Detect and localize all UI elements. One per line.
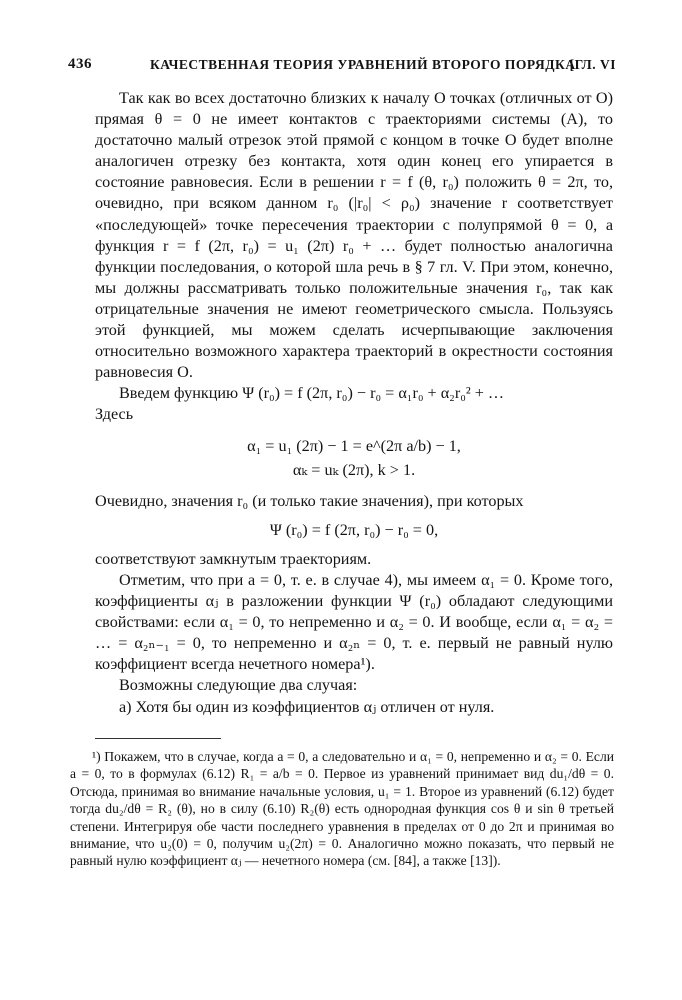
chapter-label: [ГЛ. VI <box>569 57 616 72</box>
paragraph-7: а) Хотя бы один из коэффициентов αⱼ отличен от нуля. <box>119 697 495 716</box>
paragraph-4: соответствуют замкнутым траекториям. <box>95 549 372 568</box>
running-header <box>68 56 616 78</box>
paragraph-3: Очевидно, значения r₀ (и только такие значения), при которых <box>95 491 524 510</box>
page-number: 436 <box>68 56 92 72</box>
paragraph-2: Введем функцию Ψ (r₀) = f (2π, r₀) − r₀ = α₁r₀ + α₂r₀² + … <box>119 384 505 403</box>
equation-alpha1: α₁ = u₁ (2π) − 1 = e^(2π a/b) − 1, <box>247 436 461 455</box>
equation-psi: Ψ (r₀) = f (2π, r₀) − r₀ = 0, <box>269 520 439 539</box>
paragraph-here: Здесь <box>95 405 134 424</box>
paragraph-6: Возможны следующие два случая: <box>119 676 358 695</box>
running-title: КАЧЕСТВЕННАЯ ТЕОРИЯ УРАВНЕНИЙ ВТОРОГО ПОРЯДКА <box>150 57 576 72</box>
footnote <box>70 748 614 870</box>
main-text <box>95 88 613 718</box>
footnote-divider <box>95 738 221 739</box>
paragraph-1: Так как во всех достаточно близких к началу O точках (отличных от O) прямая θ = 0 не имеет контактов с траекториями системы (A), то достаточно малый отрезок этой прямой с концом в точке O будет вполне аналогичен отрезку без контакта, хотя один конец его упирается в состояние равновесия. Если в решении r = f (θ, r₀) положить θ = 2π, то, очевидно, при всяком данном r₀ (|r₀| < ρ₀) значение r соответствует «последующей» точке пересечения траектории с полупрямой θ = 0, а функция r = f (2π, r₀) = u₁ (2π) r₀ + … будет полностью аналогична функции последования, о которой шла речь в § 7 гл. V. При этом, конечно, мы должны рассматривать только положительные значения r₀, так как отрицательные значения не имеют геометрического смысла. Пользуясь этой функцией, мы можем сделать исчерпывающие заключения относительно возможного характера траекторий в окрестности состояния равновесия O. <box>95 89 613 382</box>
equation-alphak: αₖ = uₖ (2π), k > 1. <box>292 460 416 479</box>
paragraph-5: Отметим, что при a = 0, т. е. в случае 4), мы имеем α₁ = 0. Кроме того, коэффициенты αⱼ в разложении функции Ψ (r₀) обладают следующими свойствами: если α₁ = 0, то непременно и α₂ = 0. И вообще, если α₁ = α₂ = … = α₂ₙ₋₁ = 0, то непременно и α₂ₙ = 0, т. е. первый не равный нулю коэффициент всегда нечетного номера¹). <box>95 570 613 674</box>
footnote-text: ¹) Покажем, что в случае, когда a = 0, а следовательно и α₁ = 0, непременно и α₂ = 0. Если a = 0, то в формулах (6.12) R₁ = a/b = 0. Первое из уравнений принимает вид du₁/dθ = 0. Отсюда, принимая во внимание начальные условия, u₁ = 1. Второе из уравнений (6.12) будет тогда du₂/dθ = R₂ (θ), но в силу (6.10) R₂(θ) есть однородная функция cos θ и sin θ третьей степени. Интегрируя обе части последнего уравнения в пределах от 0 до 2π и принимая во внимание, что u₂(0) = 0, получим u₂(2π) = 0. Аналогично можно показать, что первый не равный нулю коэффициент αⱼ — нечетного номера (см. [84], а также [13]). <box>70 749 614 869</box>
